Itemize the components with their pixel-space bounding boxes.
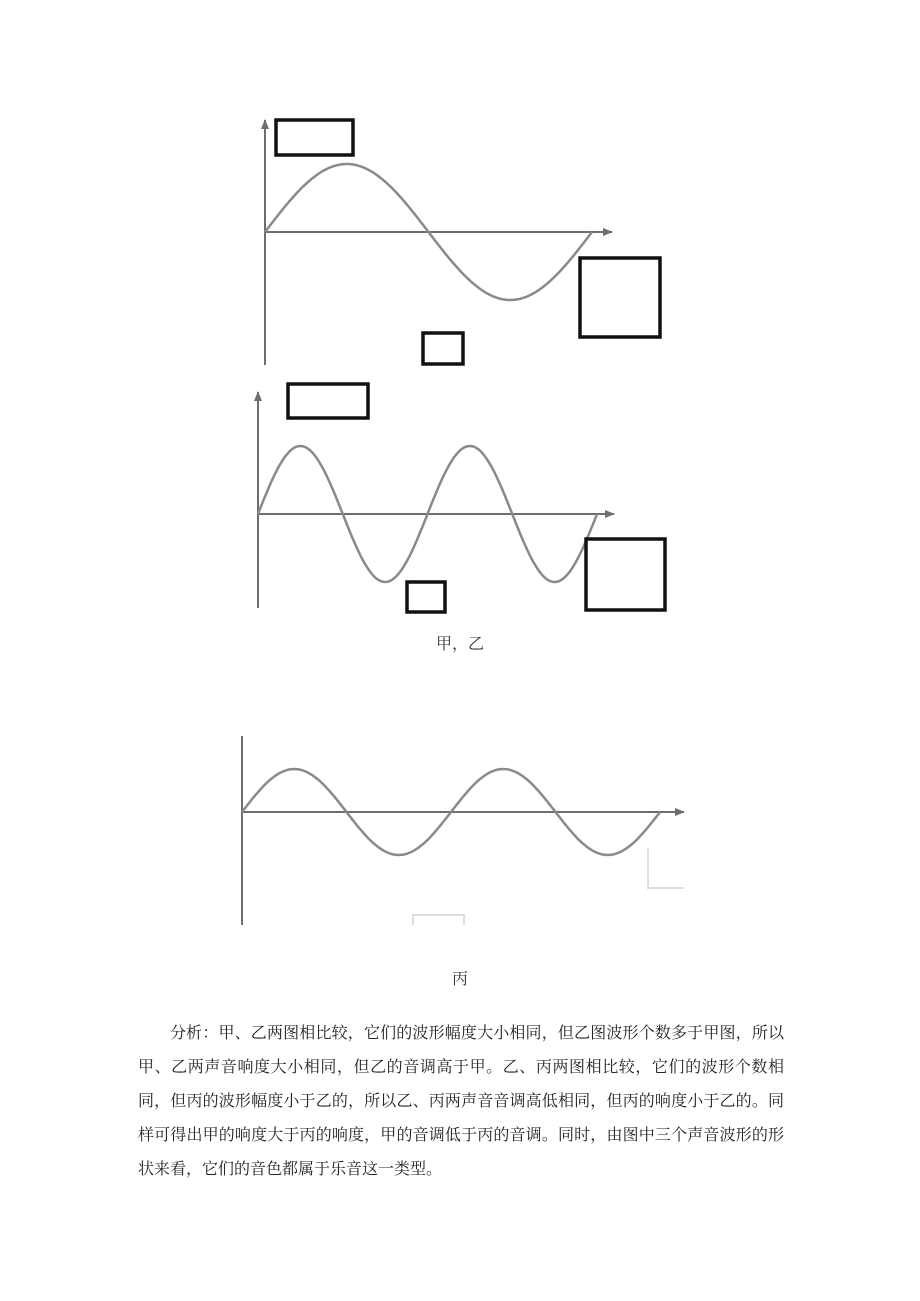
yi-label-box-bottom <box>407 582 445 612</box>
analysis-paragraph: 分析：甲、乙两图相比较，它们的波形幅度大小相同，但乙图波形个数多于甲图，所以甲、乙两声音响度大小相同，但乙的音调高于甲。乙、丙两图相比较，它们的波形个数相同，但丙的波形幅度小于乙的，所以乙、丙两声音音调高低相同，但丙的响度小于乙的。同样可得出甲的响度大于丙的响度，甲的音调低于丙的音调。同时，由图中三个声音波形的形状来看，它们的音色都属于乐音这一类型。 <box>138 1023 784 1178</box>
caption-jia-yi: 甲，乙 <box>435 634 484 653</box>
figure-jia <box>265 120 660 365</box>
figure-yi <box>258 384 665 612</box>
figure-bing <box>242 736 684 925</box>
bing-faint-box-right <box>648 848 684 888</box>
jia-label-box-right <box>580 258 660 337</box>
jia-label-box-bottom <box>423 333 463 364</box>
bing-faint-box-bottom <box>413 915 464 925</box>
caption-bing: 丙 <box>451 969 468 988</box>
jia-label-box-top <box>276 120 353 155</box>
yi-label-box-right <box>586 539 665 610</box>
yi-label-box-top <box>288 384 368 418</box>
